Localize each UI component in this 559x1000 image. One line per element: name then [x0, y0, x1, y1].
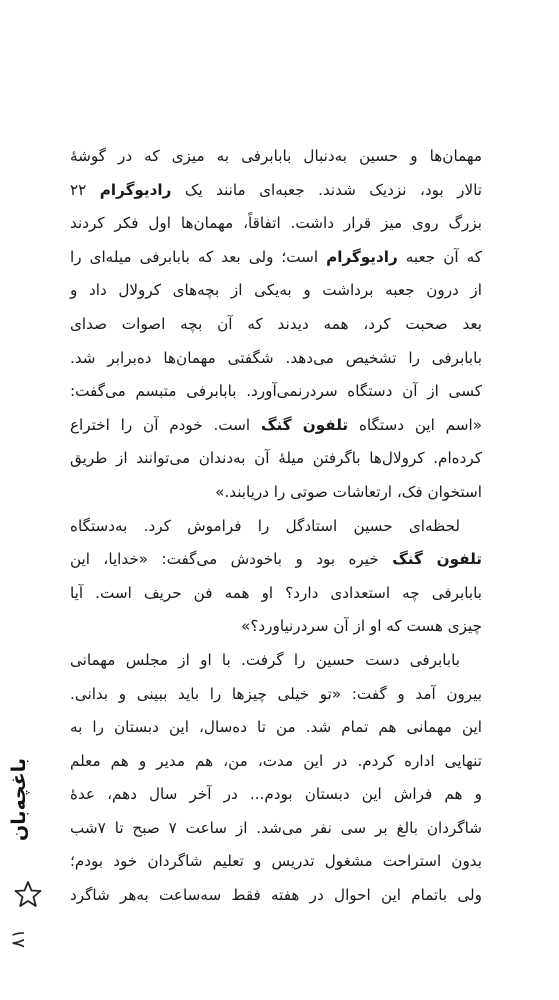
text-line: کرده‌ام. کرولال‌ها باگرفتن میلهٔ آن به‌دندان می‌توانند از طریق	[70, 449, 482, 468]
text-line: تنهایی اداره کردم. در این مدت، من، هم مدیر و هم معلم	[70, 751, 482, 770]
text-line: بعد صحبت کرد، همه دیدند که آن بچه اصوات صدای	[70, 314, 482, 333]
text-line: تالار بود، نزدیک شدند. جعبه‌ای مانند یک رادیوگرام ۲۲	[70, 180, 483, 199]
text-line: که آن جعبه رادیوگرام است؛ ولی بعد که بابابرفی میله‌ای را	[70, 247, 482, 266]
page-body	[70, 140, 482, 913]
page-number: ۸۱	[8, 928, 29, 948]
text-line: شاگردان بالغ بر سی نفر می‌شد. از ساعت ۷ صبح تا ۷شب	[70, 818, 482, 837]
text-line: لحظه‌ای حسین استادگل را فراموش کرد. به‌دستگاه	[70, 516, 460, 535]
text-line: بابابرفی چه استعدادی دارد؟ او همه فن حریف است. آیا	[70, 583, 482, 602]
text-line: بابابرفی را تشخیص می‌دهد. شگفتی مهمان‌ها ده‌برابر شد.	[70, 348, 482, 367]
text-line: بزرگ روی میز قرار داشت. اتفاقاً، مهمان‌ها اول فکر کردند	[70, 214, 482, 233]
text-line: بدون استراحت مشغول تدریس و تعلیم شاگردان خود بودم؛	[70, 852, 482, 871]
page-sidebar	[8, 730, 48, 960]
text-line: تلفون گنگ خیره بود و باخودش می‌گفت: «خدایا، این	[70, 550, 482, 569]
text-line: مهمان‌ها و حسین به‌دنبال بابابرفی به میزی که در گوشهٔ	[70, 147, 482, 165]
text-line: بیرون آمد و گفت: «تو خیلی چیزها را باید ببینی و بدانی.	[70, 684, 482, 703]
book-brand: باغچه‌بان	[8, 758, 30, 842]
text-line: «اسم این دستگاه تلفون گنگ است. خودم آن را اختراع	[70, 415, 482, 434]
text-line: ولی باتمام این احوال در هفته فقط سه‌ساعت به‌هر شاگرد	[70, 886, 482, 905]
text-line: چیزی هست که او از آن سردرنیاورد؟»	[241, 617, 482, 636]
text-line: از درون جعبه برداشت و به‌یکی از بچه‌های کرولال داد و	[70, 281, 482, 300]
text-line: استخوان فک، ارتعاشات صوتی را دریابند.»	[215, 482, 482, 501]
text-line: این مهمانی هم تمام شد. من تا ده‌سال، این دبستان را به	[70, 718, 482, 737]
text-line: و هم فراش این دبستان بودم... در آخر سال دهم، عدهٔ	[70, 785, 482, 804]
text-line: کسی از آن دستگاه سردرنمی‌آورد. بابابرفی متبسم می‌گفت:	[70, 382, 482, 401]
star-icon	[14, 880, 42, 908]
text-line: بابابرفی دست حسین را گرفت. با او از مجلس مهمانی	[70, 650, 460, 669]
